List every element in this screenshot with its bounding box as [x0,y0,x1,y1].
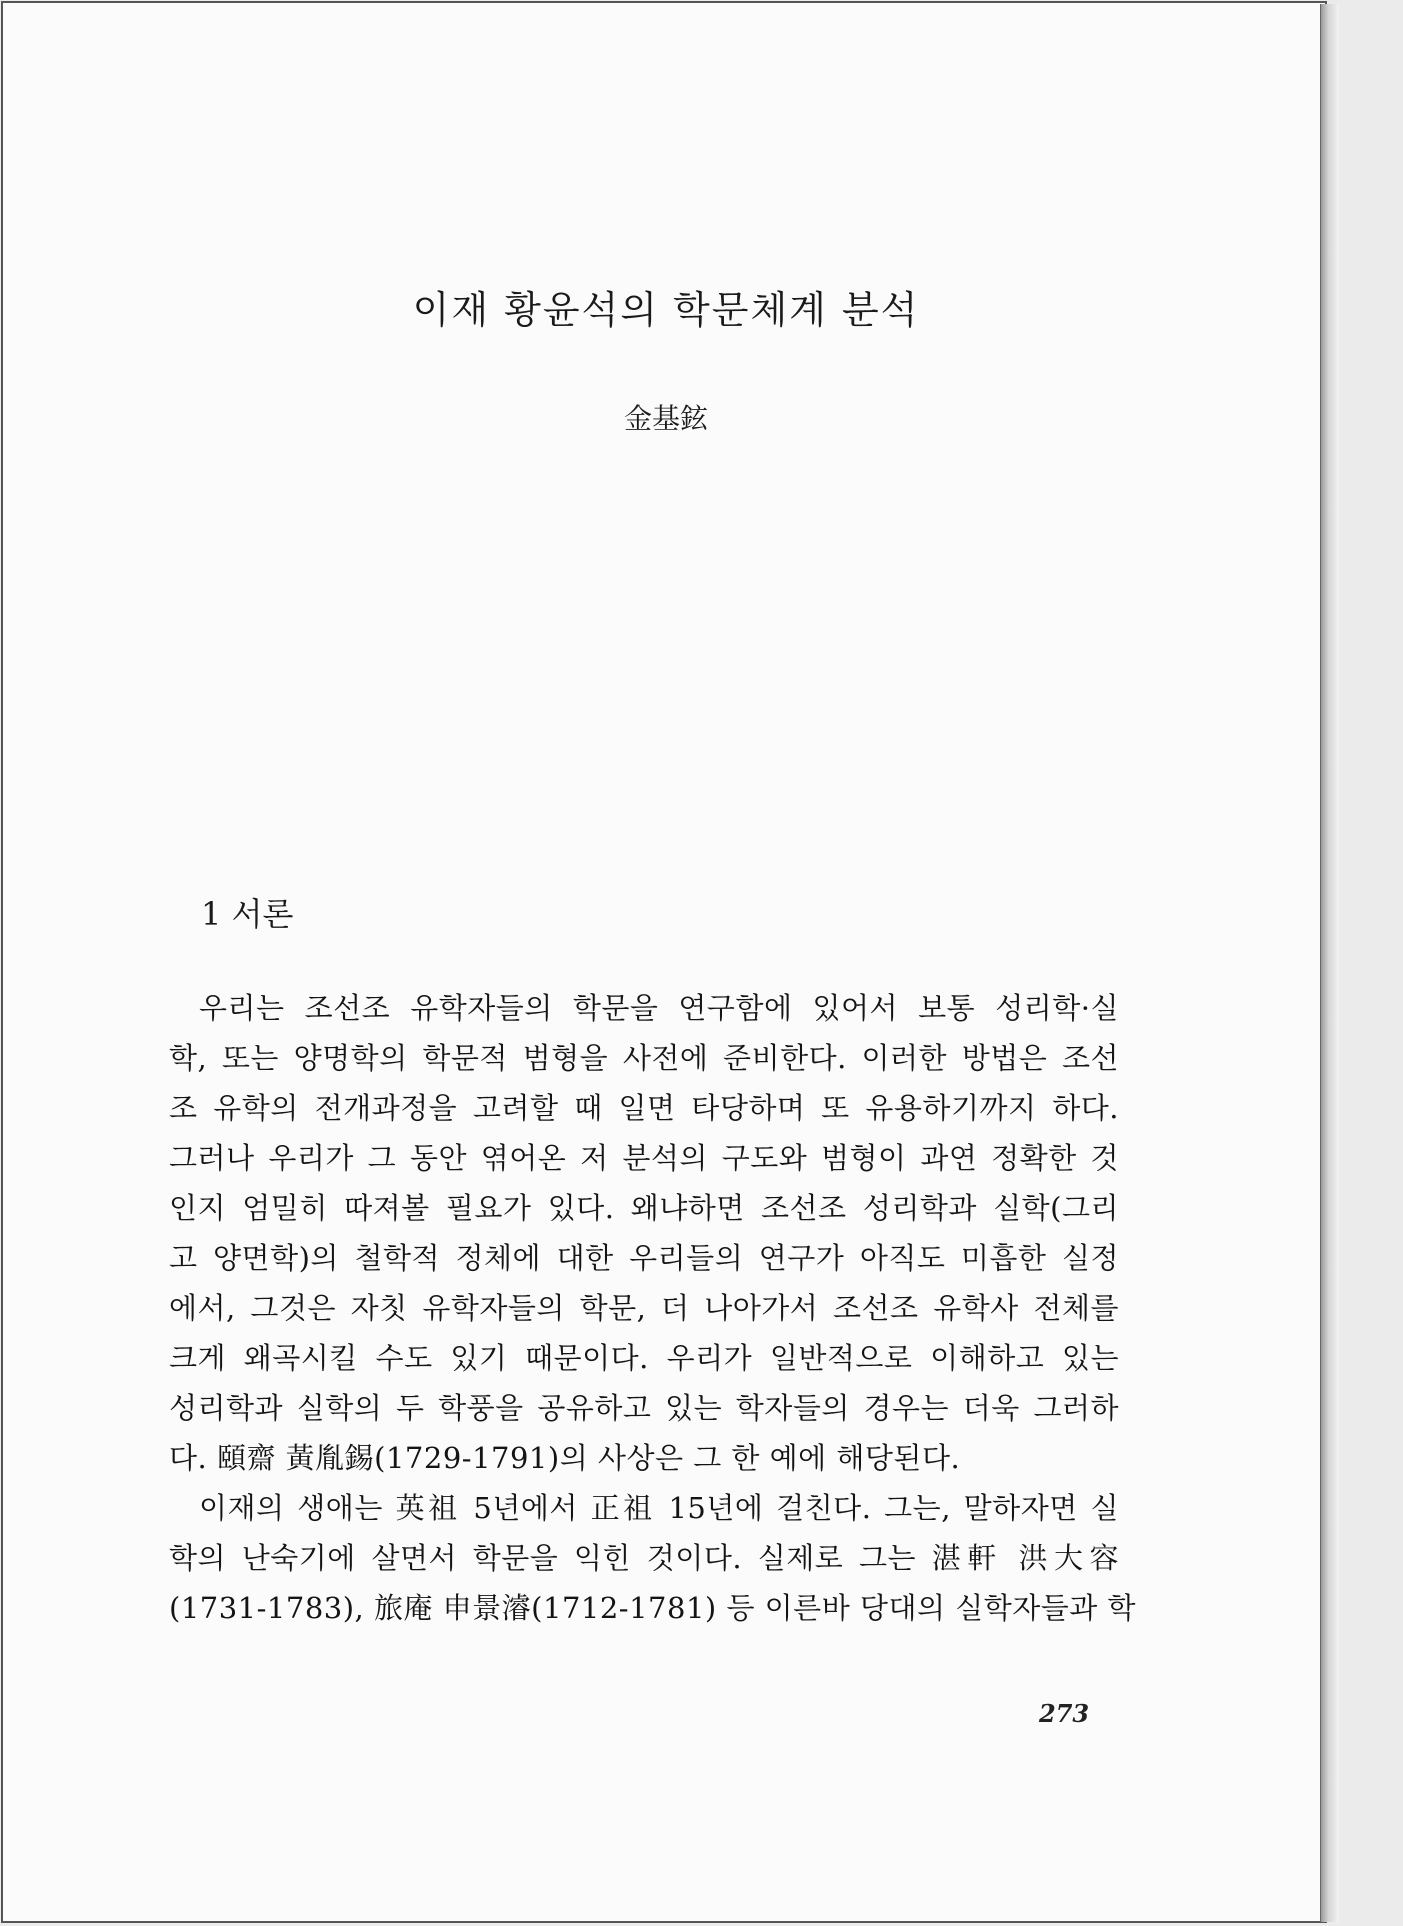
author-name: 金基鉉 [623,402,708,435]
text-line: 다. 頤齋 黃胤錫(1729-1791)의 사상은 그 한 예에 해당된다. [169,1441,961,1475]
text-line: (1731-1783), 旅庵 申景濬(1712-1781) 등 이른바 당대의 실학자들과 학 [169,1591,1136,1625]
page-edge-shadow [1320,4,1339,1922]
text-line: 성리학과 실학의 두 학풍을 공유하고 있는 학자들의 경우는 더욱 그러하 [169,1391,1119,1425]
section-heading: 1 서론 [201,895,294,933]
document-page [1,1,1327,1923]
text-line: 인지 엄밀히 따져볼 필요가 있다. 왜냐하면 조선조 성리학과 실학(그리 [169,1191,1119,1225]
text-line: 조 유학의 전개과정을 고려할 때 일면 타당하며 또 유용하기까지 하다. [169,1091,1119,1125]
text-line: 그러나 우리가 그 동안 엮어온 저 분석의 구도와 범형이 과연 정확한 것 [169,1141,1119,1175]
text-line: 이재의 생애는 英祖 5년에서 正祖 15년에 걸친다. 그는, 말하자면 실 [199,1491,1119,1525]
text-line: 학, 또는 양명학의 학문적 범형을 사전에 준비한다. 이러한 방법은 조선 [169,1041,1119,1075]
text-line: 우리는 조선조 유학자들의 학문을 연구함에 있어서 보통 성리학·실 [199,991,1119,1025]
page-number: 273 [1039,1699,1090,1728]
body-text [169,983,1136,1633]
text-line: 크게 왜곡시킬 수도 있기 때문이다. 우리가 일반적으로 이해하고 있는 [169,1341,1119,1375]
text-line: 학의 난숙기에 살면서 학문을 익힌 것이다. 실제로 그는 湛軒 洪大容 [169,1541,1119,1575]
text-line: 에서, 그것은 자칫 유학자들의 학문, 더 나아가서 조선조 유학사 전체를 [169,1291,1119,1325]
text-line: 고 양면학)의 철학적 정체에 대한 우리들의 연구가 아직도 미흡한 실정 [169,1241,1119,1275]
page-title: 이재 황윤석의 학문체계 분석 [412,288,920,332]
